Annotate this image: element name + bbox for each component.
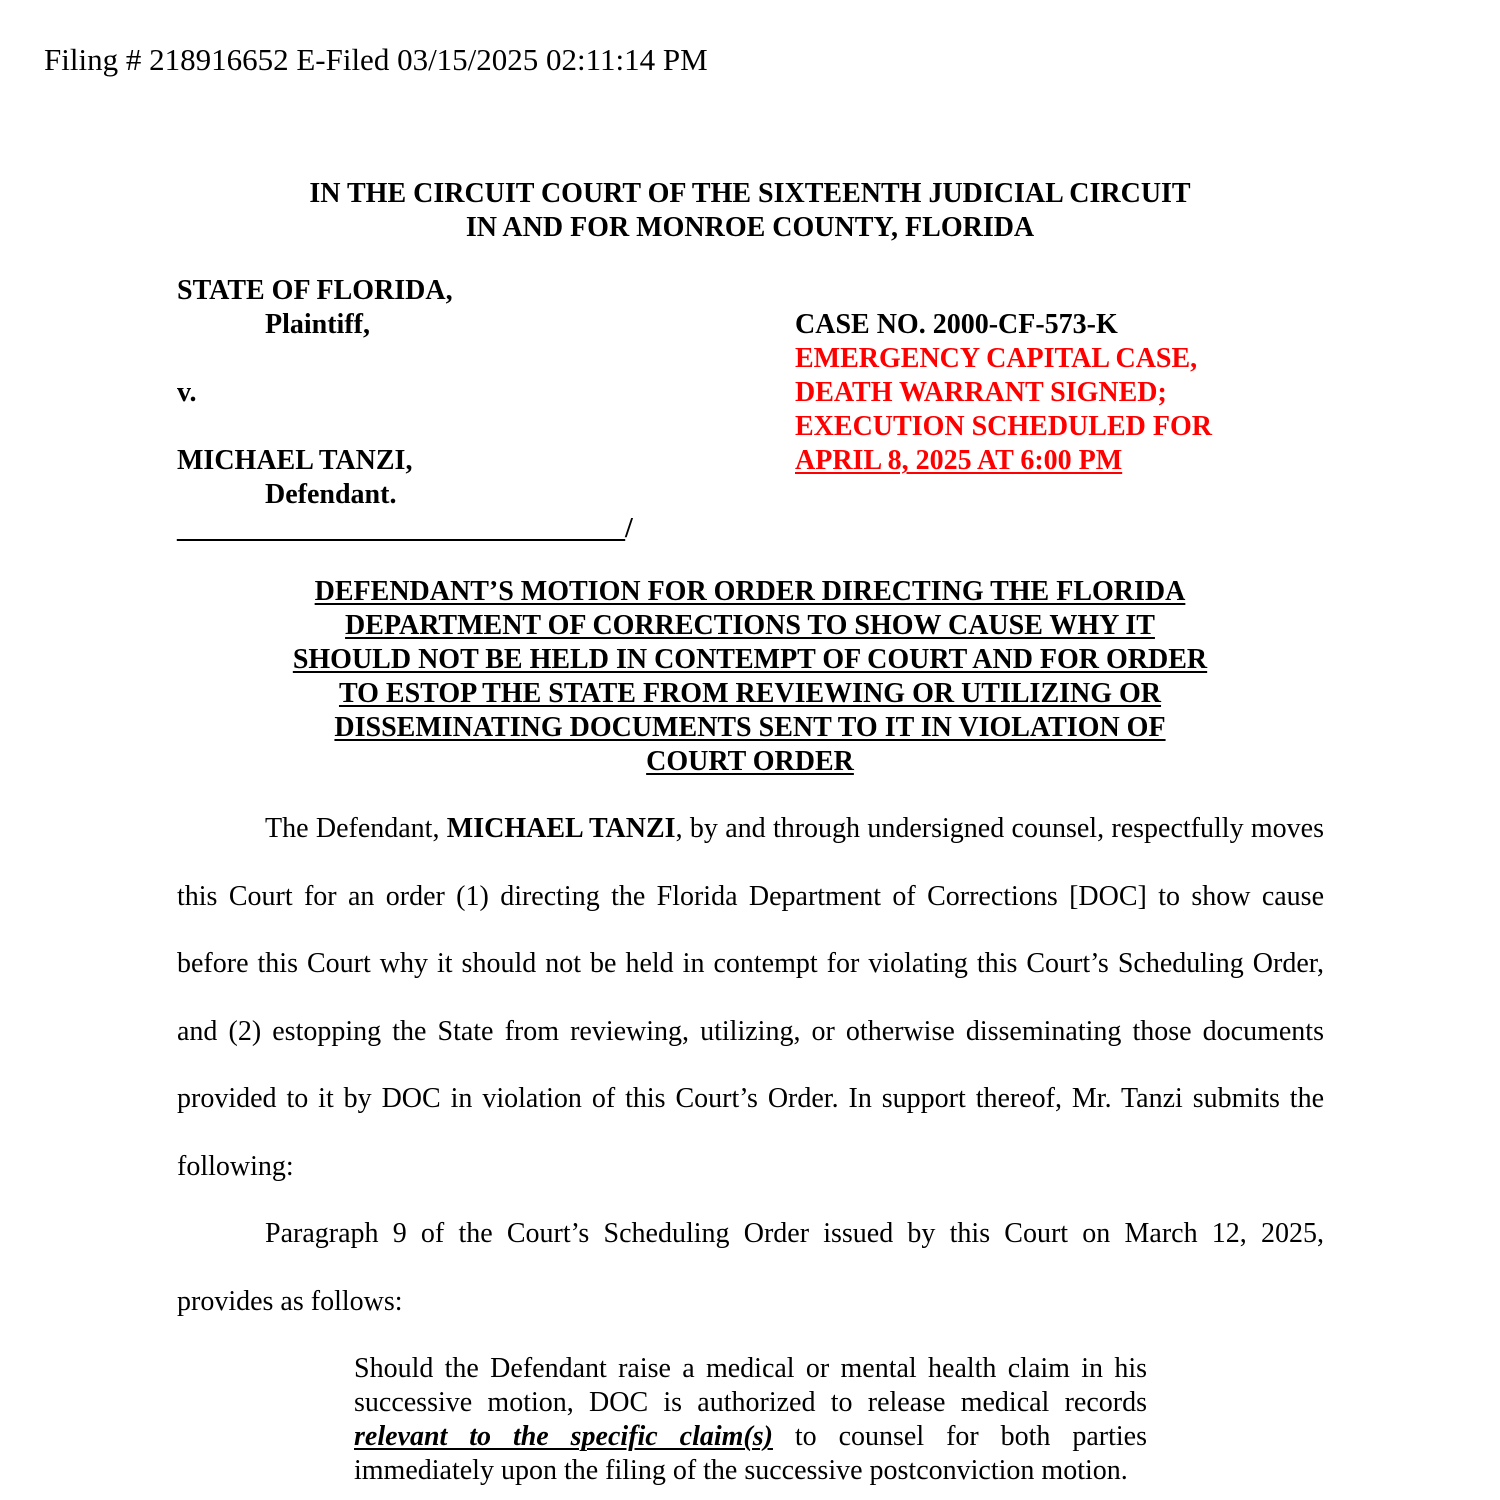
emergency-notice-line1: EMERGENCY CAPITAL CASE, xyxy=(795,343,1198,374)
motion-title-line: DISSEMINATING DOCUMENTS SENT TO IT IN VIOLATION OF xyxy=(334,712,1166,743)
paragraph1-lead: The Defendant, xyxy=(265,813,447,844)
execution-date-text: APRIL 8, 2025 AT 6:00 PM xyxy=(795,445,1123,476)
defendant-name: MICHAEL TANZI, xyxy=(177,445,413,476)
body-paragraph-2 xyxy=(177,1200,1324,1335)
body-paragraph-1 xyxy=(177,795,1324,1201)
court-heading-line1: IN THE CIRCUIT COURT OF THE SIXTEENTH JUDICIAL CIRCUIT xyxy=(309,178,1191,209)
defendant-role: Defendant. xyxy=(265,479,397,510)
motion-title-line: DEPARTMENT OF CORRECTIONS TO SHOW CAUSE WHY IT xyxy=(345,610,1155,641)
quoted-order-excerpt xyxy=(354,1352,1147,1488)
execution-date xyxy=(795,444,1212,478)
motion-title-line: SHOULD NOT BE HELD IN CONTEMPT OF COURT AND FOR ORDER xyxy=(292,644,1208,675)
caption-signature-rule: ________________________________/ xyxy=(177,513,633,544)
quote-emphasis: relevant to the specific claim(s) xyxy=(354,1421,773,1452)
paragraph2-text: Paragraph 9 of the Court’s Scheduling Order issued by this Court on March 12, 2025, provides as follows: xyxy=(177,1218,1324,1317)
court-heading xyxy=(0,177,1500,245)
motion-title-line: COURT ORDER xyxy=(646,746,854,777)
case-number: CASE NO. 2000-CF-573-K xyxy=(795,309,1118,340)
filing-stamp: Filing # 218916652 E-Filed 03/15/2025 02:11:14 PM xyxy=(44,42,708,77)
case-caption-parties xyxy=(177,274,633,546)
defendant-name-bold: MICHAEL TANZI xyxy=(446,813,676,844)
motion-title-line: DEFENDANT’S MOTION FOR ORDER DIRECTING THE FLORIDA xyxy=(314,576,1186,607)
versus-label: v. xyxy=(177,377,197,408)
paragraph1-text: , by and through undersigned counsel, respectfully moves this Court for an order (1) directing the Florida Department of Corrections [DOC] to show cause before this Court why it should not be held in contempt for violating this Court’s Scheduling Order, and (2) estopping the State from reviewing, utilizing, or otherwise disseminating those documents provided to it by DOC in violation of this Court’s Order. In support thereof, Mr. Tanzi submits the following: xyxy=(177,813,1324,1182)
case-caption-notice xyxy=(795,308,1212,478)
plaintiff-role: Plaintiff, xyxy=(265,309,370,340)
court-heading-line2: IN AND FOR MONROE COUNTY, FLORIDA xyxy=(465,212,1035,243)
emergency-notice-line3: EXECUTION SCHEDULED FOR xyxy=(795,411,1212,442)
motion-title xyxy=(0,575,1500,779)
emergency-notice-line2: DEATH WARRANT SIGNED; xyxy=(795,377,1167,408)
quote-text-before: Should the Defendant raise a medical or mental health claim in his successive motion, DOC is authorized to release medical records xyxy=(354,1353,1147,1418)
motion-title-line: TO ESTOP THE STATE FROM REVIEWING OR UTILIZING OR xyxy=(338,678,1162,709)
quote-text-after: to counsel for both parties immediately upon the filing of the successive postconviction motion. xyxy=(354,1421,1147,1486)
plaintiff-name: STATE OF FLORIDA, xyxy=(177,275,453,306)
